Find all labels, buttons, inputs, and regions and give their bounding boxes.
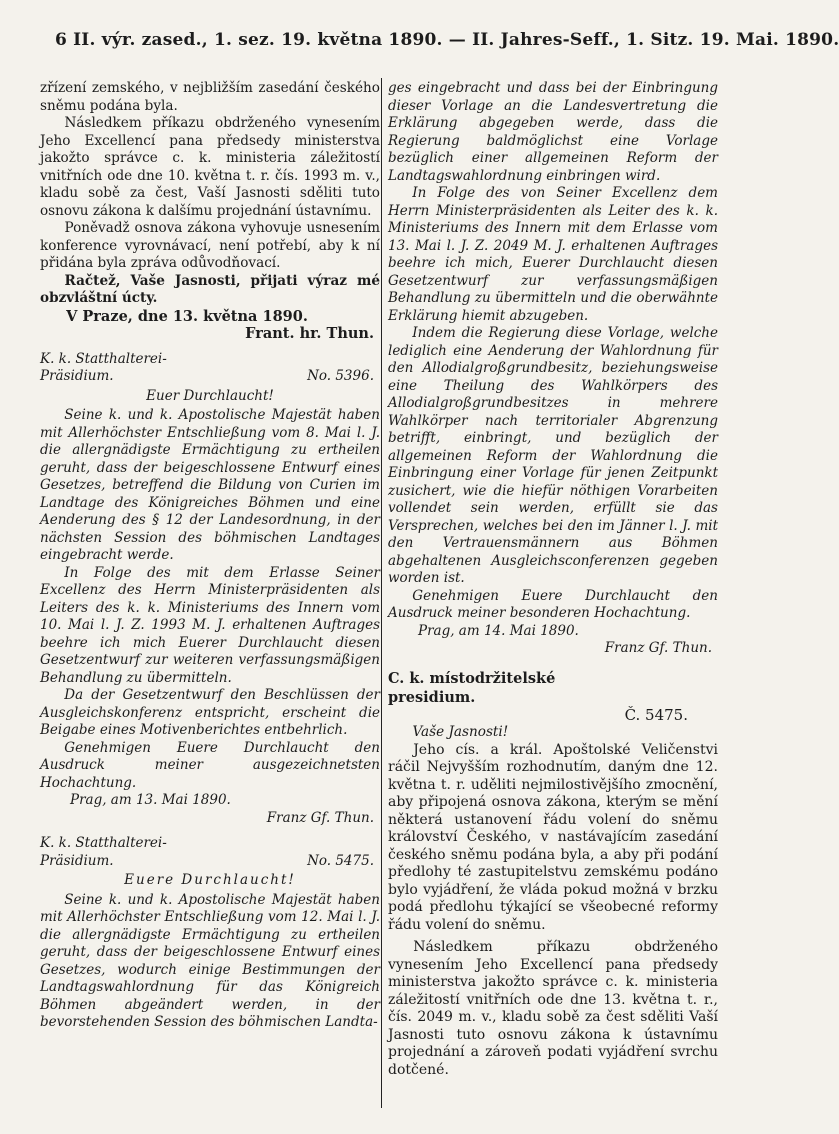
paragraph: Následkem příkazu obdrženého vynesením Jeho Excellencí pana předsedy ministerstva jakožto správce c. k. ministeria záležitostí vnitřních ode dne 10. května t. r. čís. 1993 m. v., kladu sobě za čest, Vaší Jasnosti sděliti tuto osnovu zákona k dalšímu projednání ústavnímu. [40, 115, 380, 219]
place-date: Prag, am 13. Mai 1890. [70, 792, 231, 808]
paragraph: Genehmigen Euere Durchlaucht den Ausdruck meiner besonderen Hochachtung. [388, 587, 718, 621]
office-name: K. k. Statthalterei- Präsidium. [40, 835, 167, 869]
paragraph: Genehmigen Euere Durchlaucht den Ausdruck meiner ausgezeichnetsten Hochachtung. [40, 739, 380, 791]
paragraph: Indem die Regierung diese Vorlage, welche lediglich eine Aenderung der Wahlordnung für den Allodialgroßgrundbesitz, beziehungsweise eine Theilung des Wahlkörpers des Allodialgroßgrundbesitzes in mehrere Wahlkörper nach territorialer Abgrenzung betrifft, einbringt, und bezüglich der allgemeinen Reform der Wahlordnung die Einbringung einer Vorlage für jenen Zeitpunkt zusichert, wie die hiefür nöthigen Vorarbeiten vollendet sein werden, erfüllt sie das Versprechen, welches bei den im Jänner l. J. mit den Vertrauensmännern aus Böhmen abgehaltenen Ausgleichsconferenzen gegeben worden ist. [388, 325, 718, 586]
closing-paragraph: Račtež, Vaše Jasnosti, přijati výraz mé obzvláštní úcty. [40, 272, 380, 306]
paragraph: Da der Gesetzentwurf den Beschlüssen der Ausgleichskonferenz entspricht, erscheint die Beigabe eines Motivenberichtes entbehrlich. [40, 687, 380, 738]
office-block [40, 835, 380, 870]
page-header: 6 II. výr. zased., 1. sez. 19. května 1890. — II. Jahres-Seff., 1. Sitz. 19. Mai. 1890. [55, 30, 839, 50]
paragraph: In Folge des von Seiner Excellenz dem Herrn Ministerpräsidenten als Leiter des k. k. Ministeriums des Innern mit dem Erlasse vom 13. Mai l. J. Z. 2049 M. J. erhaltenen Auftrages beehre ich mich, Euerer Durchlaucht diesen Gesetzentwurf zur verfassungsmäßigen Behandlung zu übermitteln und die oberwähnte Erklärung hiemit abzugeben. [388, 185, 718, 324]
salutation: Euere Durchlaucht! [124, 872, 296, 888]
signature: Franz Gf. Thun. [266, 809, 374, 826]
paragraph: In Folge des mit dem Erlasse Seiner Excellenz des Herrn Ministerpräsidenten als Leiters des k. k. Ministeriums des Innern vom 10. Mai l. J. Z. 1993 M. J. erhaltenen Auftrages beehre ich mich Euerer Durchlaucht diesen Gesetzentwurf zur weiteren verfassungsmäßigen Behandlung zu übermitteln. [40, 564, 380, 686]
paragraph: Seine k. und k. Apostolische Majestät haben mit Allerhöchster Entschließung vom 8. Mai l. J. die allergnädigste Ermächtigung zu ertheilen geruht, dass der beigeschlossene Entwurf eines Gesetzes, betreffend die Bildung von Curien im Landtage des Königreiches Böhmen und eine Aenderung des § 12 der Landesordnung, in der nächsten Session des böhmischen Landtages eingebracht werde. [40, 407, 380, 563]
place-date: V Praze, dne 13. května 1890. [66, 307, 308, 325]
signature: Franz Gf. Thun. [604, 640, 712, 656]
salutation: Euer Durchlaucht! [146, 387, 274, 404]
paragraph: Seine k. und k. Apostolische Majestät haben mit Allerhöchster Entschließung vom 12. Mai l. J. die allergnädigste Ermächtigung zu ertheilen geruht, dass der beigeschlossene Entwurf eines Gesetzes, wodurch einige Bestimmungen der Landtagswahlordnung für das Königreich Böhmen abgeändert werden, in der bevorstehenden Session des böhmischen Landta- [40, 891, 380, 1030]
document-number: No. 5475. [307, 852, 374, 869]
paragraph: zřízení zemského, v nejbližším zasedání českého sněmu podána byla. [40, 80, 380, 114]
office-name: C. k. místodržitelské presidium. [388, 669, 556, 706]
column-divider [381, 78, 382, 1108]
left-column [40, 80, 380, 1032]
document-number: No. 5396. [307, 368, 374, 384]
paragraph: ges eingebracht und dass bei der Einbringung dieser Vorlage an die Landesvertretung die Erklärung abgegeben werde, dass die Regierung baldmöglichst eine Vorlage bezüglich einer allgemeinen Reform der Landtagswahlordnung einbringen wird. [388, 80, 718, 184]
right-column [388, 80, 718, 1079]
paragraph: Jeho cís. a král. Apoštolské Veličenstvi ráčil Nejvyšším rozhodnutím, daným dne 12. května t. r. uděliti nejmilostivějšího zmocnění, aby připojená osnova zákona, kterým se mění některá ustanovení řádu volení do sněmu království Českého, v nastávajícím zasedání českého sněmu podána byla, a aby při podání předlohy té zastupitelstvu zemskému podáno bylo vyjádření, že vláda pokud možná v brzku podá předlohu týkající se všeobecné reformy řádu volení do sněmu. [388, 741, 718, 933]
office-block [40, 351, 380, 386]
document-number: Č. 5475. [624, 705, 688, 724]
salutation: Vaše Jasnosti! [412, 724, 509, 740]
signature: Frant. hr. Thun. [245, 325, 374, 342]
paragraph: Následkem příkazu obdrženého vynesením Jeho Excellencí pana předsedy ministerstva jakožto správce c. k. ministeria záležitostí vnitřních ode dne 13. května t. r., čís. 2049 m. v., kladu sobě za čest sděliti Vaší Jasnosti tuto osnovu zákona k ústavnímu projednání a zároveň podati vyjádření svrchu dotčené. [388, 939, 718, 1078]
office-name: K. k. Statthalterei- Präsidium. [40, 350, 167, 384]
paragraph: Poněvadž osnova zákona vyhovuje usnesením konference vyrovnávací, není potřebí, aby k ní přidána byla zpráva odůvodňovací. [40, 220, 380, 271]
place-date: Prag, am 14. Mai 1890. [418, 622, 579, 639]
